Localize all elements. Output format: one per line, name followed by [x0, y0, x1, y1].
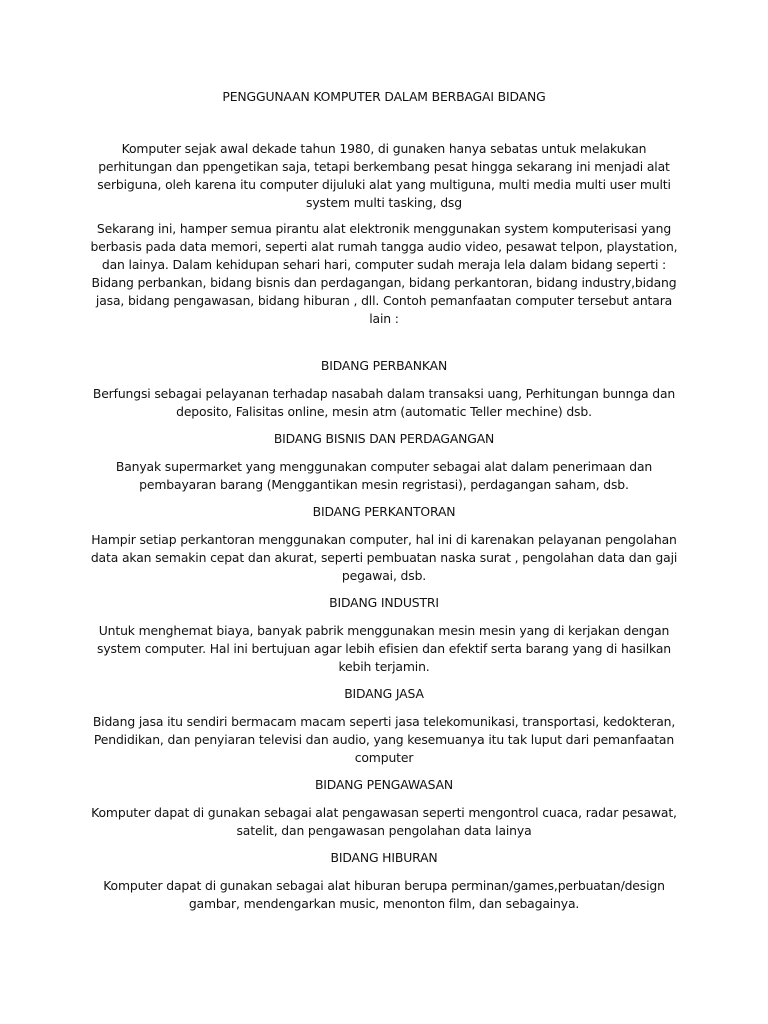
section-body: Bidang jasa itu sendiri bermacam macam seperti jasa telekomunikasi, transportasi, kedokteran, Pendidikan, dan penyiaran televisi dan audio, yang kesemuanya itu tak luput dari pemanfaatan computer — [92, 714, 676, 765]
section-body: Komputer dapat di gunakan sebagai alat hiburan berupa perminan/games,perbuatan/design gambar, mendengarkan music, menonton film, dan sebagainya. — [103, 878, 665, 911]
document-page — [84, 0, 684, 922]
section-perbankan — [84, 357, 684, 421]
section-pengawasan — [84, 776, 684, 840]
section-body: Berfungsi sebagai pelayanan terhadap nasabah dalam transaksi uang, Perhitungan bunnga dan deposito, Falisitas online, mesin atm (automatic Teller mechine) dsb. — [92, 386, 676, 419]
sections-list — [84, 357, 684, 913]
section-heading: BIDANG PERKANTORAN — [312, 504, 456, 519]
section-body: Untuk menghemat biaya, banyak pabrik menggunakan mesin mesin yang di kerjakan dengan system computer. Hal ini bertujuan agar lebih efisien dan efektif serta barang yang di hasilkan kebih terjamin. — [97, 623, 671, 674]
section-heading: BIDANG PERBANKAN — [320, 358, 448, 373]
section-hiburan — [84, 849, 684, 913]
section-industri — [84, 594, 684, 676]
intro-paragraph-1: Komputer sejak awal dekade tahun 1980, di gunaken hanya sebatas untuk melakukan perhitungan dan ppengetikan saja, tetapi berkembang pesat hingga sekarang ini menjadi alat serbiguna, oleh karena itu computer dijuluki alat yang multiguna, multi media multi user multi system multi tasking, dsg — [97, 141, 671, 210]
section-body: Komputer dapat di gunakan sebagai alat pengawasan seperti mengontrol cuaca, radar pesawat, satelit, dan pengawasan pengolahan data lainya — [91, 805, 677, 838]
document-title: PENGGUNAAN KOMPUTER DALAM BERBAGAI BIDANG — [222, 89, 546, 104]
section-heading: BIDANG JASA — [344, 686, 424, 701]
section-bisnis-perdagangan — [84, 430, 684, 494]
section-heading: BIDANG HIBURAN — [330, 850, 438, 865]
section-body: Hampir setiap perkantoran menggunakan computer, hal ini di karenakan pelayanan pengolahan data akan semakin cepat dan akurat, seperti pembuatan naska surat , pengolahan data dan gaji pegawai, dsb. — [90, 532, 678, 583]
section-jasa — [84, 685, 684, 767]
section-heading: BIDANG PENGAWASAN — [314, 777, 454, 792]
intro-paragraph-2: Sekarang ini, hamper semua pirantu alat elektronik menggunakan system komputerisasi yang berbasis pada data memori, seperti alat rumah tangga audio video, pesawat telpon, playstation, dan lainya. Dalam kehidupan sehari hari, computer sudah meraja lela dalam bidang seperti : Bidang perbankan, bidang bisnis dan perdagangan, bidang perkantoran, bidang industry,bidang jasa, bidang pengawasan, bidang hiburan , dll. Contoh pemanfaatan computer tersebut antara lain : — [90, 221, 678, 326]
section-perkantoran — [84, 503, 684, 585]
section-body: Banyak supermarket yang menggunakan computer sebagai alat dalam penerimaan dan pembayaran barang (Menggantikan mesin regristasi), perdagangan saham, dsb. — [115, 459, 653, 492]
section-heading: BIDANG BISNIS DAN PERDAGANGAN — [273, 431, 495, 446]
section-heading: BIDANG INDUSTRI — [329, 595, 439, 610]
